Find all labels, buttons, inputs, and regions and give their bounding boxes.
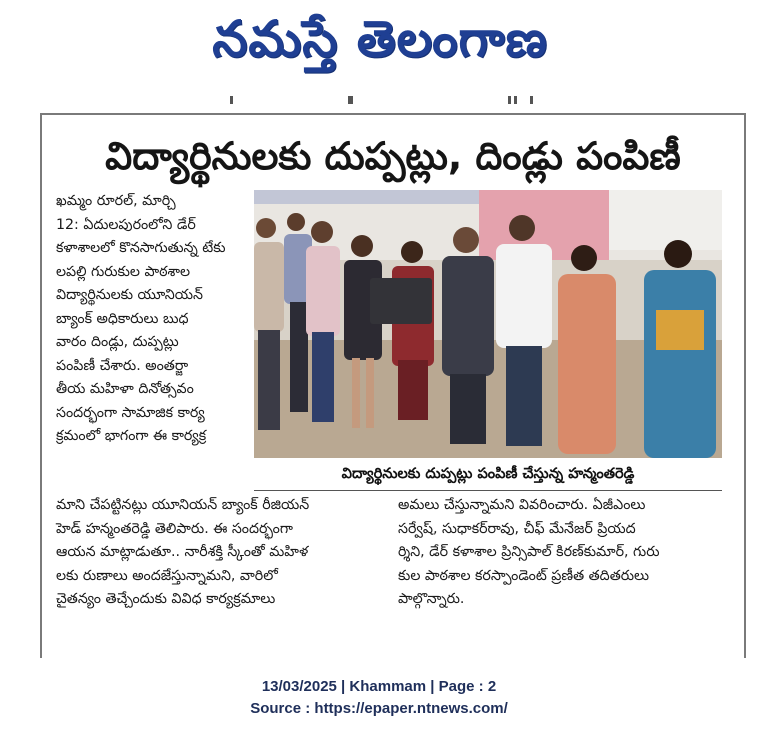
body-line: ర్శిని, డేర్ కళాశాల ప్రిన్సిపాల్ కిరణ్‌కుమార్, గురు xyxy=(398,544,660,560)
event-photo-illustration xyxy=(254,190,722,458)
body-line: పాల్గొన్నారు. xyxy=(398,591,465,607)
body-line: కుల పాఠశాల కరస్పాండెంట్ ప్రణీత తదితరులు xyxy=(398,567,650,584)
lead-line: లపల్లి గురుకుల పాఠశాల xyxy=(56,263,191,280)
lead-line: ఖమ్మం రూరల్, మార్చి xyxy=(56,193,176,209)
lead-line: 12: ఏదులపురంలోని డేర్ xyxy=(56,216,196,233)
lead-line: తీయ మహిళా దినోత్సవం xyxy=(56,381,194,397)
body-line: హెడ్ హన్మంతరెడ్డి తెలిపారు. ఈ సందర్భంగా xyxy=(56,520,293,537)
body-line: చైతన్యం తెచ్చేందుకు వివిధ కార్యక్రమాలు xyxy=(56,591,276,607)
lead-line: సందర్భంగా సామాజిక కార్య xyxy=(56,404,205,421)
lead-line: వారం దిండ్లు, దుప్పట్లు xyxy=(56,334,179,350)
body-line: మాని చేపట్టినట్లు యూనియన్ బ్యాంక్ రీజియన్ xyxy=(56,497,310,513)
caption-divider xyxy=(254,490,722,491)
footer-source-link[interactable]: Source : https://epaper.ntnews.com/ xyxy=(250,700,508,717)
body-line: అమలు చేస్తున్నామని వివరించారు. ఏజీఎంలు xyxy=(398,497,646,513)
masthead xyxy=(150,2,610,76)
lead-line: క్రమంలో భాగంగా ఈ కార్యక్ర xyxy=(56,428,207,444)
article-body-column-left xyxy=(56,494,380,612)
article-border-top xyxy=(40,113,746,115)
photo-caption: విద్యార్థినులకు దుప్పట్లు పంపిణీ చేస్తున్న హన్మంతరెడ్డి xyxy=(341,466,635,482)
lead-line: విద్యార్థినులకు యూనియన్ xyxy=(56,287,203,303)
lead-line: కళాశాలలో కొనసాగుతున్న టేకు xyxy=(56,240,226,256)
cropped-text-strip xyxy=(230,96,550,106)
lead-line: పంపిణీ చేశారు. అంతర్జా xyxy=(56,357,189,374)
article-photo xyxy=(254,190,722,458)
article-border-left xyxy=(40,113,42,658)
body-line: ఆయన మాట్లాడుతూ.. నారీశక్తి స్కీంతో మహిళ xyxy=(56,544,309,560)
newspaper-logo-title: నమస్తే తెలంగాణ xyxy=(212,10,548,68)
article-border-right xyxy=(744,113,746,658)
article-lead-column xyxy=(56,190,248,449)
article-headline: విద్యార్థినులకు దుప్పట్లు, దిండ్లు పంపిణీ xyxy=(105,134,681,178)
body-line: లకు రుణాలు అందజేస్తున్నామని, వారిలో xyxy=(56,567,278,584)
footer-date-edition-page: 13/03/2025 | Khammam | Page : 2 xyxy=(261,678,497,695)
lead-line: బ్యాంక్ అధికారులు బుధ xyxy=(56,310,189,327)
article-body-column-right xyxy=(398,494,722,612)
body-line: సర్వేష్, సుధాకర్‌రావు, చీఫ్ మేనేజర్ ప్రియద xyxy=(398,520,636,537)
